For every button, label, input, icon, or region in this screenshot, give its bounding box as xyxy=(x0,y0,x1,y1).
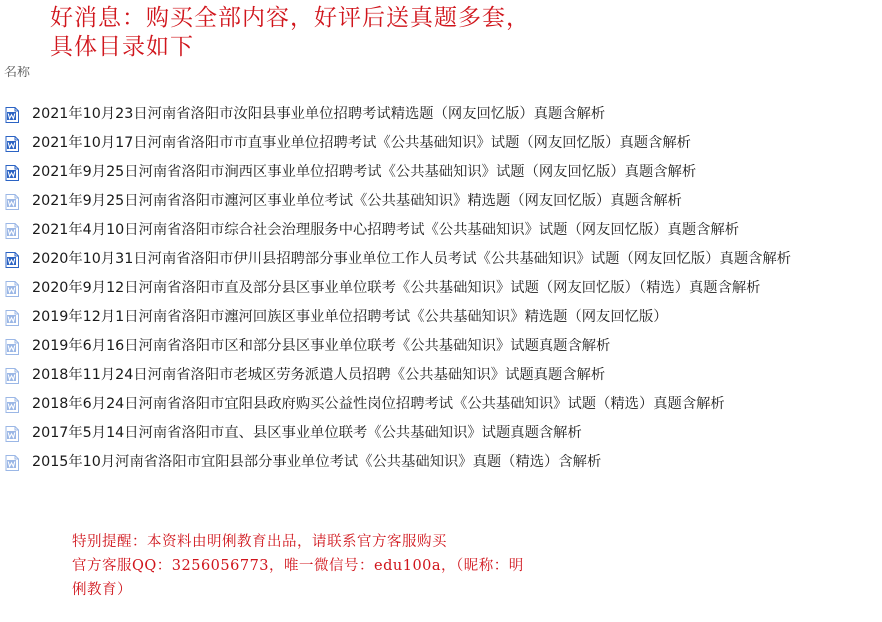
file-row[interactable] xyxy=(0,129,882,158)
file-row[interactable] xyxy=(0,158,882,187)
file-name: 2021年9月25日河南省洛阳市涧西区事业单位招聘考试《公共基础知识》试题（网友回忆版）真题含解析 xyxy=(32,164,697,180)
file-name: 2021年10月23日河南省洛阳市汝阳县事业单位招聘考试精选题（网友回忆版）真题含解析 xyxy=(32,106,606,122)
name-column-header[interactable]: 名称 xyxy=(4,66,31,78)
word-document-icon xyxy=(5,165,19,181)
file-row[interactable] xyxy=(0,187,882,216)
file-name: 2020年9月12日河南省洛阳市直及部分县区事业单位联考《公共基础知识》试题（网友回忆版）（精选）真题含解析 xyxy=(32,280,761,296)
file-row[interactable] xyxy=(0,216,882,245)
file-row[interactable] xyxy=(0,361,882,390)
notice-line1: 特别提醒：本资料由明俐教育出品，请联系官方客服购买 xyxy=(72,534,447,550)
word-document-icon xyxy=(5,136,19,152)
word-document-icon xyxy=(5,455,19,471)
file-name: 2018年6月24日河南省洛阳市宜阳县政府购买公益性岗位招聘考试《公共基础知识》试题（精选）真题含解析 xyxy=(32,396,725,412)
notice-line2: 官方客服QQ：3256056773，唯一微信号：edu100a，（昵称：明 xyxy=(72,558,524,574)
word-document-icon xyxy=(5,310,19,326)
file-list xyxy=(0,100,882,477)
word-document-icon xyxy=(5,426,19,442)
file-name: 2021年10月17日河南省洛阳市市直事业单位招聘考试《公共基础知识》试题（网友回忆版）真题含解析 xyxy=(32,135,691,151)
word-document-icon xyxy=(5,368,19,384)
file-row[interactable] xyxy=(0,245,882,274)
notice-line3: 俐教育） xyxy=(72,582,132,598)
promo-banner xyxy=(50,4,530,62)
word-document-icon xyxy=(5,107,19,123)
file-name: 2021年4月10日河南省洛阳市综合社会治理服务中心招聘考试《公共基础知识》试题（网友回忆版）真题含解析 xyxy=(32,222,740,238)
file-row[interactable] xyxy=(0,303,882,332)
file-name: 2019年6月16日河南省洛阳市区和部分县区事业单位联考《公共基础知识》试题真题含解析 xyxy=(32,338,611,354)
contact-notice xyxy=(72,530,632,602)
word-document-icon xyxy=(5,194,19,210)
file-name: 2017年5月14日河南省洛阳市直、县区事业单位联考《公共基础知识》试题真题含解析 xyxy=(32,425,582,441)
file-name: 2020年10月31日河南省洛阳市伊川县招聘部分事业单位工作人员考试《公共基础知识》试题（网友回忆版）真题含解析 xyxy=(32,251,792,267)
file-row[interactable] xyxy=(0,332,882,361)
word-document-icon xyxy=(5,223,19,239)
promo-banner-line1: 好消息：购买全部内容，好评后送真题多套， xyxy=(50,5,530,31)
file-row[interactable] xyxy=(0,390,882,419)
file-row[interactable] xyxy=(0,448,882,477)
word-document-icon xyxy=(5,281,19,297)
word-document-icon xyxy=(5,339,19,355)
word-document-icon xyxy=(5,252,19,268)
file-row[interactable] xyxy=(0,419,882,448)
file-name: 2021年9月25日河南省洛阳市瀍河区事业单位考试《公共基础知识》精选题（网友回忆版）真题含解析 xyxy=(32,193,682,209)
file-name: 2019年12月1日河南省洛阳市瀍河回族区事业单位招聘考试《公共基础知识》精选题（网友回忆版） xyxy=(32,309,668,325)
file-row[interactable] xyxy=(0,274,882,303)
word-document-icon xyxy=(5,397,19,413)
file-name: 2018年11月24日河南省洛阳市老城区劳务派遣人员招聘《公共基础知识》试题真题含解析 xyxy=(32,367,606,383)
promo-banner-line2: 具体目录如下 xyxy=(50,34,194,60)
file-name: 2015年10月河南省洛阳市宜阳县部分事业单位考试《公共基础知识》真题（精选）含解析 xyxy=(32,454,602,470)
file-row[interactable] xyxy=(0,100,882,129)
